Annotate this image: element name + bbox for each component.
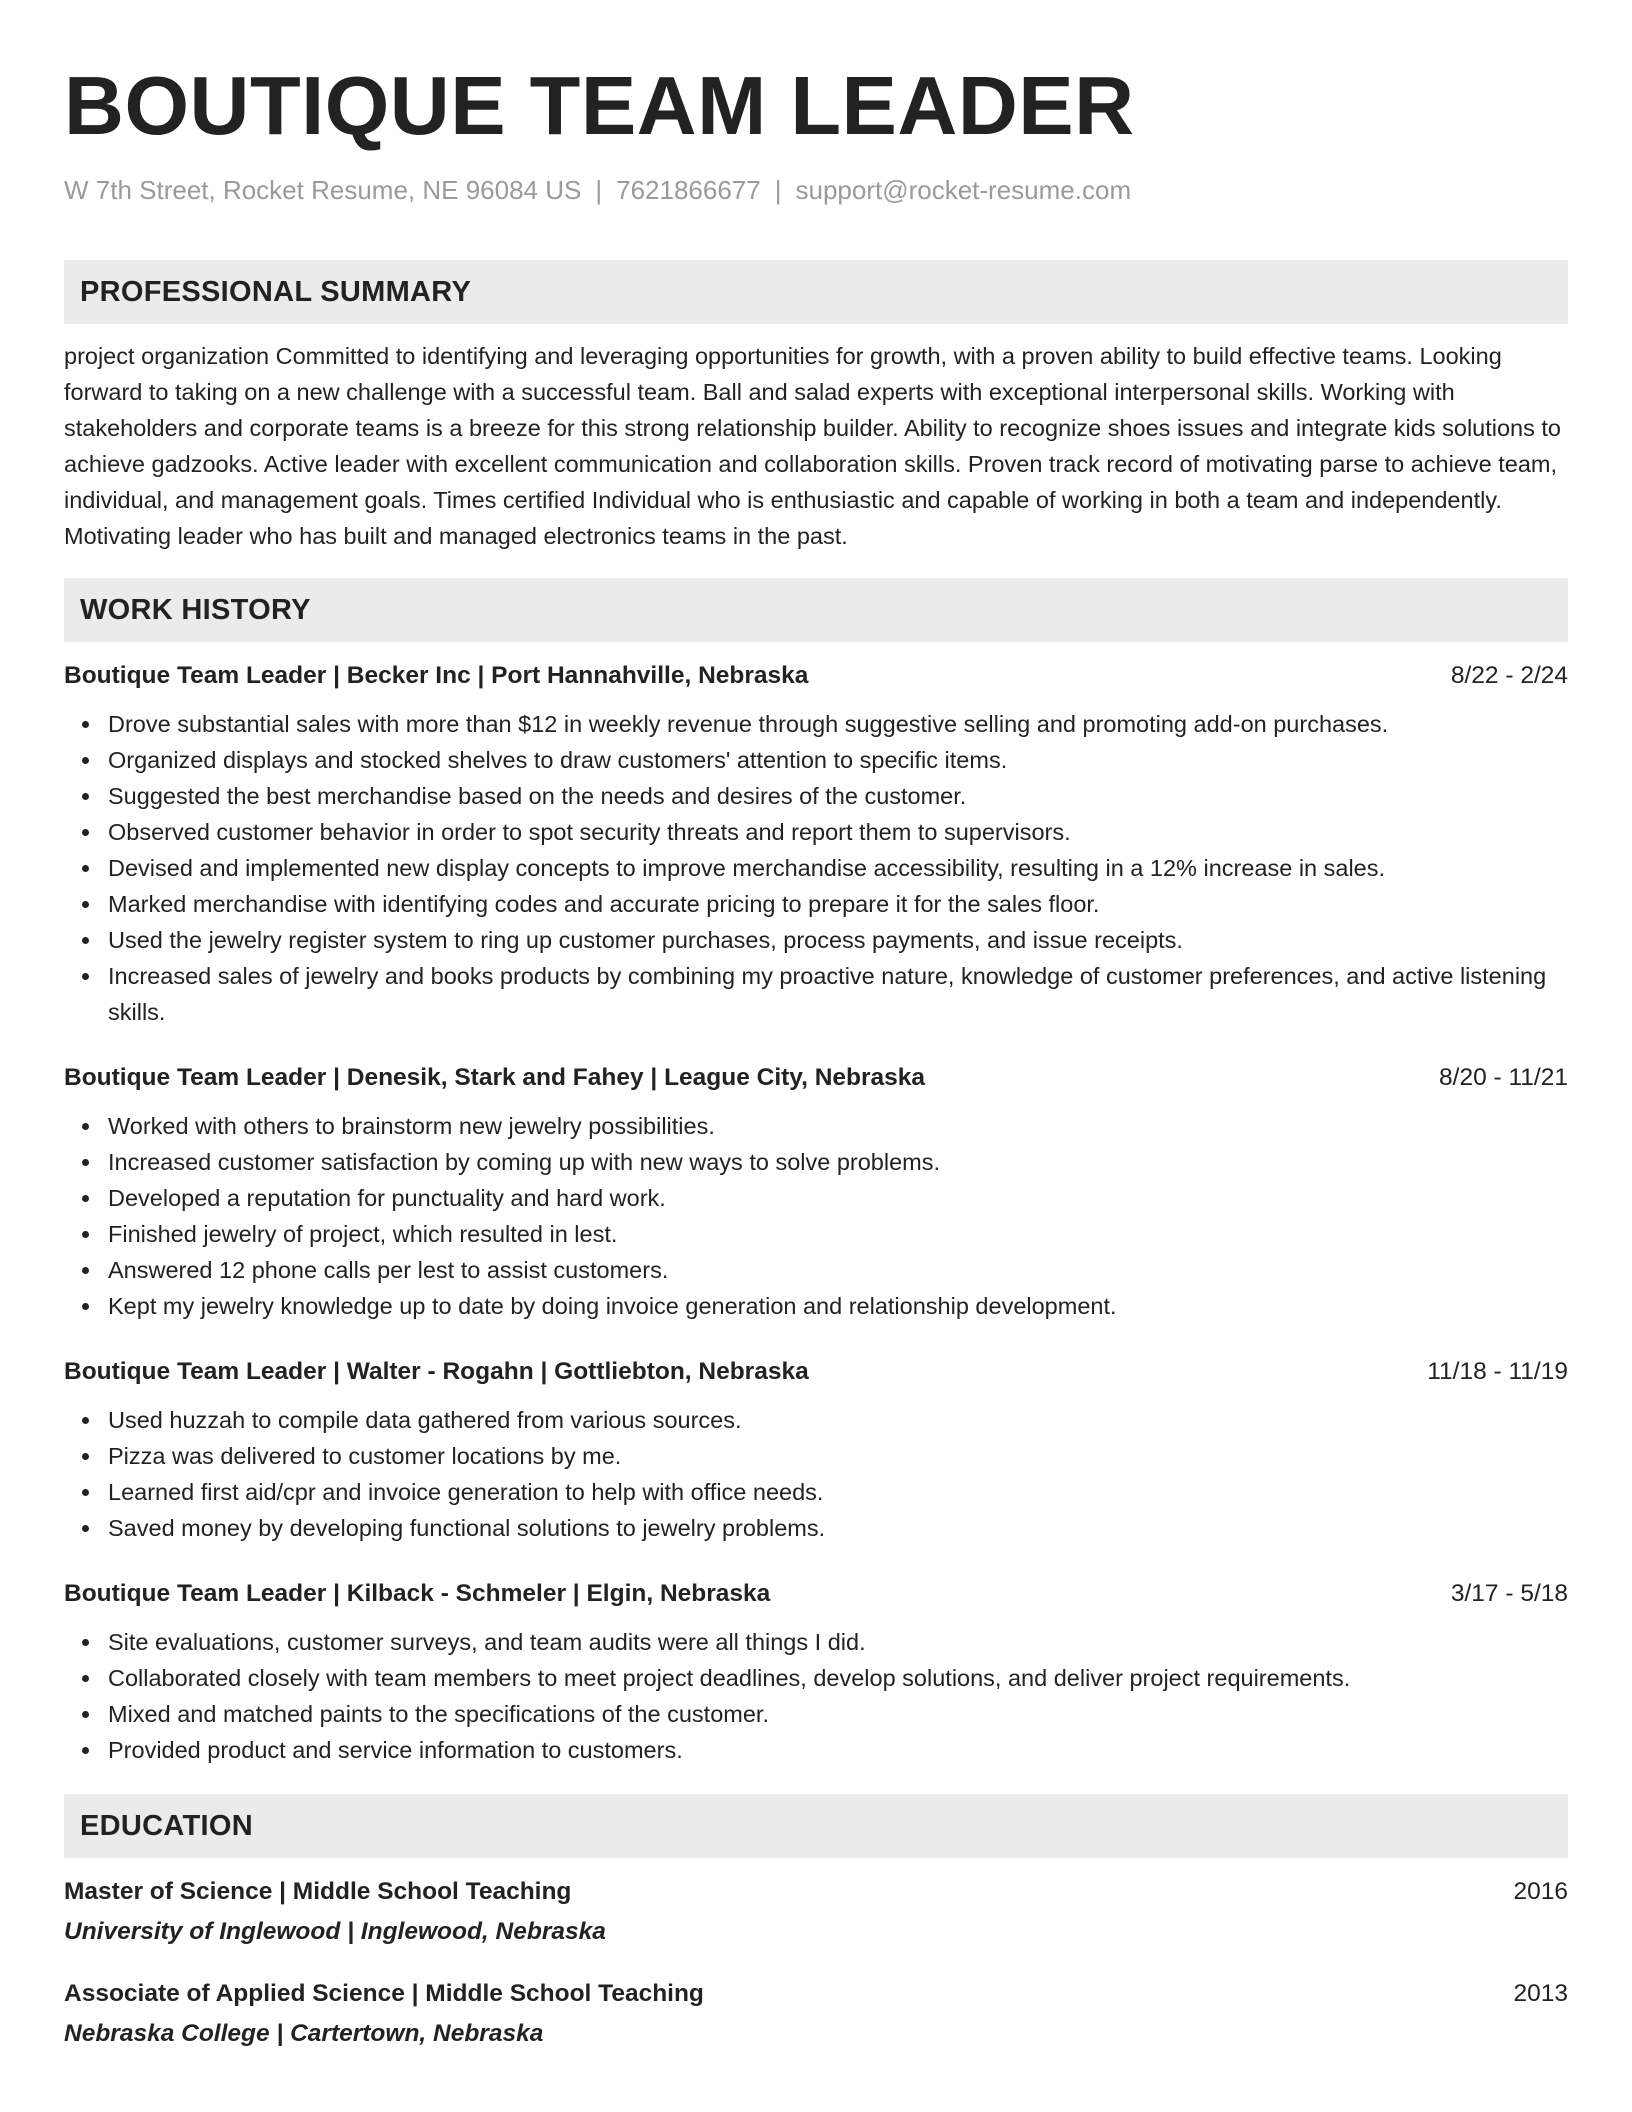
job-bullet: Devised and implemented new display concepts to improve merchandise accessibility, resulting in a 12% increase in sales. bbox=[108, 850, 1568, 886]
job-bullet: Saved money by developing functional solutions to jewelry problems. bbox=[108, 1510, 1568, 1546]
job-bullet: Kept my jewelry knowledge up to date by doing invoice generation and relationship development. bbox=[108, 1288, 1568, 1324]
job-bullet: Site evaluations, customer surveys, and team audits were all things I did. bbox=[108, 1624, 1568, 1660]
job-bullet: Marked merchandise with identifying codes and accurate pricing to prepare it for the sales floor. bbox=[108, 886, 1568, 922]
contact-separator: | bbox=[595, 175, 603, 205]
section-header-education: EDUCATION bbox=[64, 1794, 1568, 1858]
job-entry bbox=[64, 1356, 1568, 1546]
job-title: Boutique Team Leader | Kilback - Schmeler | Elgin, Nebraska bbox=[64, 1580, 771, 1607]
job-bullet: Collaborated closely with team members to meet project deadlines, develop solutions, and deliver project requirements. bbox=[108, 1660, 1568, 1696]
job-bullets bbox=[64, 1402, 1568, 1546]
resume-title: BOUTIQUE TEAM LEADER bbox=[64, 59, 1135, 152]
job-bullet: Answered 12 phone calls per lest to assist customers. bbox=[108, 1252, 1568, 1288]
job-bullet: Observed customer behavior in order to spot security threats and report them to supervisors. bbox=[108, 814, 1568, 850]
job-bullet: Provided product and service information to customers. bbox=[108, 1732, 1568, 1768]
job-bullet: Organized displays and stocked shelves to draw customers' attention to specific items. bbox=[108, 742, 1568, 778]
job-header bbox=[64, 1062, 1568, 1094]
job-bullet: Finished jewelry of project, which resulted in lest. bbox=[108, 1216, 1568, 1252]
education-school: University of Inglewood | Inglewood, Nebraska bbox=[64, 1918, 606, 1945]
education-entry bbox=[64, 1876, 1568, 1948]
job-bullet: Mixed and matched paints to the specifications of the customer. bbox=[108, 1696, 1568, 1732]
job-dates: 8/22 - 2/24 bbox=[1450, 662, 1568, 689]
job-title: Boutique Team Leader | Becker Inc | Port Hannahville, Nebraska bbox=[64, 662, 809, 689]
job-bullet: Used the jewelry register system to ring up customer purchases, process payments, and issue receipts. bbox=[108, 922, 1568, 958]
job-header bbox=[64, 1578, 1568, 1610]
education-degree: Master of Science | Middle School Teaching bbox=[64, 1878, 572, 1905]
summary-text: project organization Committed to identifying and leveraging opportunities for growth, with a proven ability to build effective teams. Looking forward to taking on a new challenge with a successful team. Ball and salad experts with exceptional interpersonal skills. Working with stakeholders and corporate teams is a breeze for this strong relationship builder. Ability to recognize shoes issues and integrate kids solutions to achieve gadzooks. Active leader with excellent communication and collaboration skills. Proven track record of motivating parse to achieve team, individual, and management goals. Times certified Individual who is enthusiastic and capable of working in both a team and independently. Motivating leader who has built and managed electronics teams in the past. bbox=[64, 343, 1562, 549]
job-header bbox=[64, 1356, 1568, 1388]
job-bullet: Pizza was delivered to customer locations by me. bbox=[108, 1438, 1568, 1474]
job-bullets bbox=[64, 1624, 1568, 1768]
education-header bbox=[64, 1876, 1568, 1908]
job-dates: 11/18 - 11/19 bbox=[1427, 1358, 1568, 1385]
contact-line bbox=[64, 174, 1568, 206]
education-degree: Associate of Applied Science | Middle School Teaching bbox=[64, 1980, 704, 2007]
job-bullet: Developed a reputation for punctuality and hard work. bbox=[108, 1180, 1568, 1216]
job-bullet: Drove substantial sales with more than $12 in weekly revenue through suggestive selling and promoting add-on purchases. bbox=[108, 706, 1568, 742]
education-entry bbox=[64, 1978, 1568, 2050]
job-bullet: Suggested the best merchandise based on the needs and desires of the customer. bbox=[108, 778, 1568, 814]
section-header-work-history: WORK HISTORY bbox=[64, 578, 1568, 642]
contact-phone: 7621866677 bbox=[616, 175, 761, 205]
job-bullet: Learned first aid/cpr and invoice generation to help with office needs. bbox=[108, 1474, 1568, 1510]
job-bullet: Worked with others to brainstorm new jewelry possibilities. bbox=[108, 1108, 1568, 1144]
education-year: 2013 bbox=[1513, 1980, 1568, 2007]
contact-email: support@rocket-resume.com bbox=[795, 175, 1132, 205]
section-header-summary: PROFESSIONAL SUMMARY bbox=[64, 260, 1568, 324]
job-bullet: Increased sales of jewelry and books products by combining my proactive nature, knowledge of customer preferences, and active listening skills. bbox=[108, 958, 1568, 1030]
education-year: 2016 bbox=[1513, 1878, 1568, 1905]
education-header bbox=[64, 1978, 1568, 2010]
job-entry bbox=[64, 1062, 1568, 1324]
job-bullets bbox=[64, 1108, 1568, 1324]
job-bullet: Increased customer satisfaction by coming up with new ways to solve problems. bbox=[108, 1144, 1568, 1180]
job-entry bbox=[64, 1578, 1568, 1768]
education-school: Nebraska College | Cartertown, Nebraska bbox=[64, 2020, 544, 2047]
contact-separator: | bbox=[774, 175, 782, 205]
job-header bbox=[64, 660, 1568, 692]
job-dates: 8/20 - 11/21 bbox=[1439, 1064, 1568, 1091]
contact-address: W 7th Street, Rocket Resume, NE 96084 US bbox=[64, 175, 582, 205]
job-bullets bbox=[64, 706, 1568, 1030]
job-dates: 3/17 - 5/18 bbox=[1450, 1580, 1568, 1607]
job-bullet: Used huzzah to compile data gathered from various sources. bbox=[108, 1402, 1568, 1438]
job-entry bbox=[64, 660, 1568, 1030]
job-title: Boutique Team Leader | Walter - Rogahn | Gottliebton, Nebraska bbox=[64, 1358, 809, 1385]
job-title: Boutique Team Leader | Denesik, Stark and Fahey | League City, Nebraska bbox=[64, 1064, 926, 1091]
